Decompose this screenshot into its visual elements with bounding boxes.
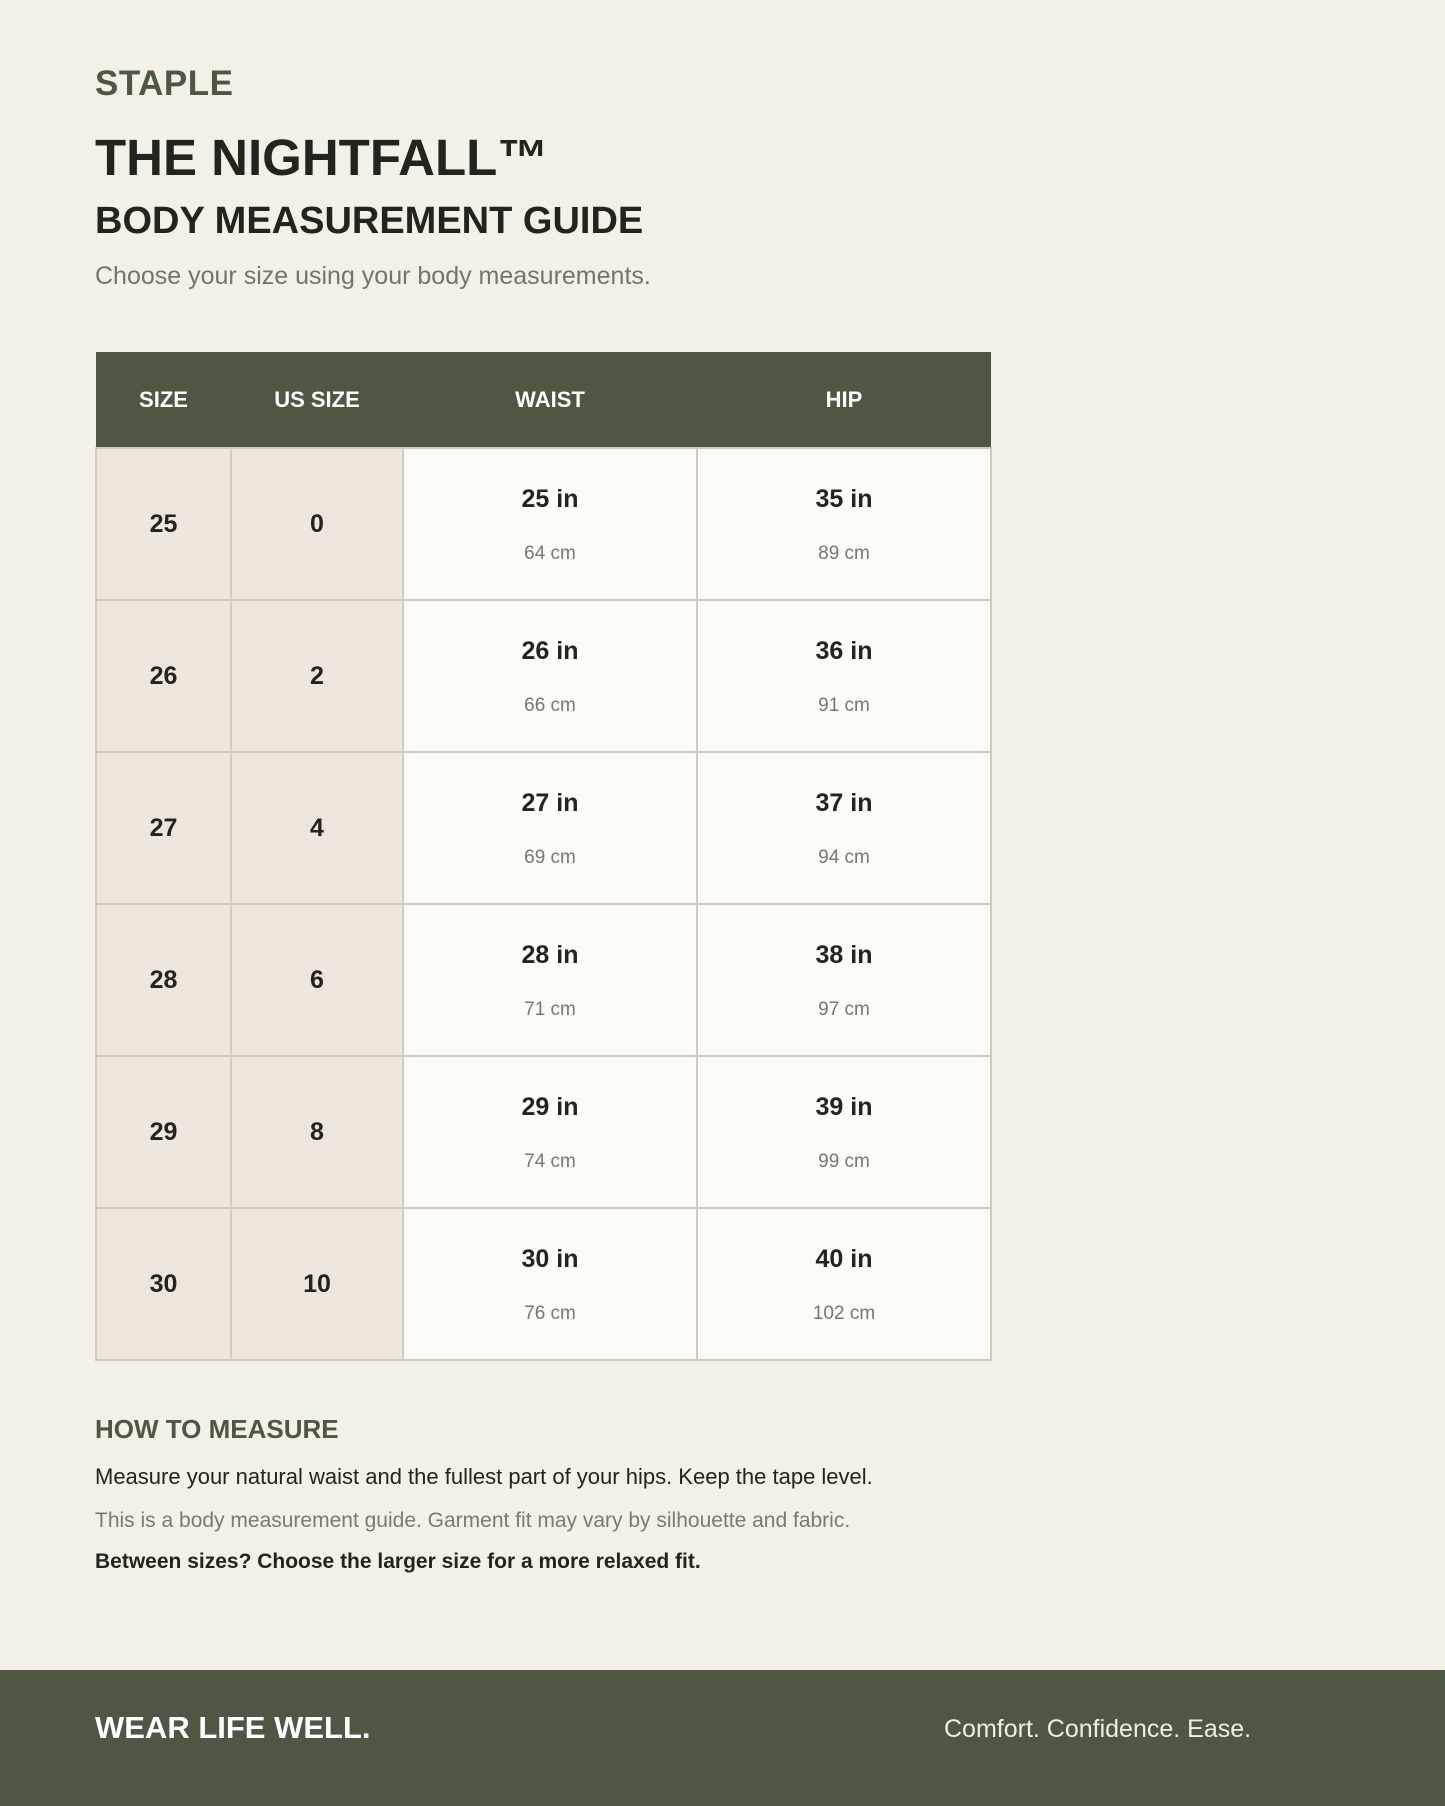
hip-centimeters: 89 cm [818, 542, 870, 564]
hip-centimeters: 97 cm [818, 998, 870, 1020]
waist-centimeters: 71 cm [524, 998, 576, 1020]
hip-inches: 40 in [815, 1244, 873, 1273]
size-cell: 25 [96, 448, 231, 600]
size-cell: 26 [96, 600, 231, 752]
guide-title: BODY MEASUREMENT GUIDE [95, 200, 644, 242]
how-to-measure-heading: HOW TO MEASURE [95, 1414, 339, 1444]
waist-centimeters: 69 cm [524, 846, 576, 868]
waist-inches: 25 in [521, 484, 579, 513]
us-size-cell: 6 [231, 904, 403, 1056]
waist-inches: 27 in [521, 788, 579, 817]
product-title: THE NIGHTFALL™ [95, 129, 549, 186]
size-cell: 29 [96, 1056, 231, 1208]
waist-cell [403, 752, 697, 904]
waist-inches: 28 in [521, 940, 579, 969]
table-row [96, 752, 991, 904]
hip-cell [697, 752, 991, 904]
table-row [96, 1056, 991, 1208]
guide-subtitle: Choose your size using your body measurements. [95, 262, 651, 290]
hip-cell [697, 1208, 991, 1360]
hip-cell [697, 600, 991, 752]
hip-inches: 39 in [815, 1092, 873, 1121]
footer-tagline: Comfort. Confidence. Ease. [944, 1715, 1252, 1743]
hip-cell [697, 448, 991, 600]
hip-inches: 35 in [815, 484, 873, 513]
waist-centimeters: 66 cm [524, 694, 576, 716]
hip-inches: 38 in [815, 940, 873, 969]
column-header-us-size: US SIZE [231, 352, 403, 448]
waist-centimeters: 76 cm [524, 1302, 576, 1324]
waist-inches: 30 in [521, 1244, 579, 1273]
footer-slogan: WEAR LIFE WELL. [95, 1710, 371, 1745]
hip-centimeters: 94 cm [818, 846, 870, 868]
us-size-cell: 2 [231, 600, 403, 752]
size-cell: 30 [96, 1208, 231, 1360]
column-header-waist: WAIST [403, 352, 697, 448]
waist-centimeters: 74 cm [524, 1150, 576, 1172]
table-header-row [96, 352, 991, 448]
hip-inches: 37 in [815, 788, 873, 817]
hip-inches: 36 in [815, 636, 873, 665]
waist-cell [403, 1208, 697, 1360]
waist-cell [403, 904, 697, 1056]
footer-banner [0, 1670, 1445, 1806]
table-row [96, 600, 991, 752]
waist-inches: 29 in [521, 1092, 579, 1121]
hip-centimeters: 91 cm [818, 694, 870, 716]
hip-centimeters: 102 cm [812, 1302, 876, 1324]
hip-centimeters: 99 cm [818, 1150, 870, 1172]
waist-cell [403, 600, 697, 752]
us-size-cell: 8 [231, 1056, 403, 1208]
us-size-cell: 10 [231, 1208, 403, 1360]
waist-inches: 26 in [521, 636, 579, 665]
fit-disclaimer-note: This is a body measurement guide. Garment fit may vary by silhouette and fabric. [95, 1509, 851, 1532]
table-row [96, 904, 991, 1056]
hip-cell [697, 1056, 991, 1208]
column-header-size: SIZE [96, 352, 231, 448]
table-row [96, 1208, 991, 1360]
table-row [96, 448, 991, 600]
brand-name: STAPLE [95, 64, 234, 103]
hip-cell [697, 904, 991, 1056]
us-size-cell: 0 [231, 448, 403, 600]
size-cell: 27 [96, 752, 231, 904]
column-header-hip: HIP [697, 352, 991, 448]
waist-centimeters: 64 cm [524, 542, 576, 564]
waist-cell [403, 448, 697, 600]
size-chart-table [95, 352, 992, 1361]
us-size-cell: 4 [231, 752, 403, 904]
between-sizes-tip: Between sizes? Choose the larger size for a more relaxed fit. [95, 1550, 701, 1573]
size-cell: 28 [96, 904, 231, 1056]
waist-cell [403, 1056, 697, 1208]
how-to-measure-instruction: Measure your natural waist and the fullest part of your hips. Keep the tape level. [95, 1464, 873, 1489]
